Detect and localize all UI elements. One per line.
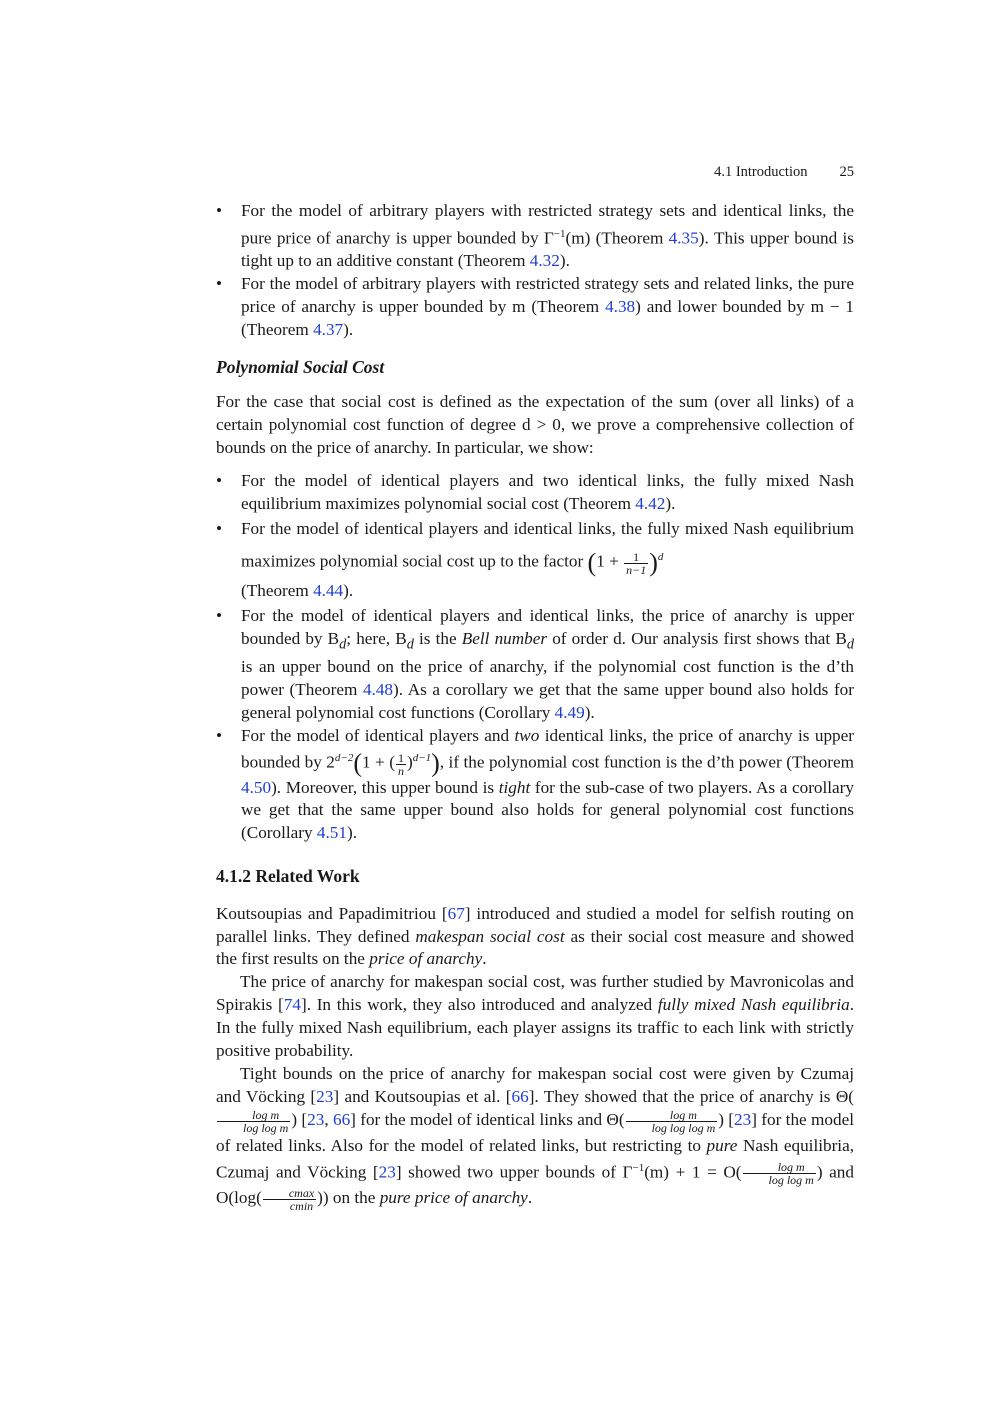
citation-link[interactable]: 67 [447,903,465,923]
corollary-link[interactable]: 4.51 [316,823,347,843]
theorem-link[interactable]: 4.50 [241,777,272,797]
bullet-list-top [216,200,854,342]
citation-link[interactable]: 66 [511,1087,529,1107]
page-number: 25 [839,164,854,180]
citation-link[interactable]: 66 [332,1110,351,1130]
subsection-title-related-work: 4.1.2 Related Work [216,865,360,886]
paragraph: The price of anarchy for makespan social cost, was further studied by Mavronicolas and Spirakis [74]. In this work, they also introduced and analyzed fully mixed Nash equilibria. In the fully mixed Nash equilibrium, each player assigns its traffic to each link with strictly positive probability. [216,972,854,1060]
list-item: • For the model of identical players and two identical links, the price of anarchy is upper bounded by $2^{d-2}(1$ + ( $\frac{1}{n}$ )$^{d-1}$), if the polynomial cost function is the d’th power (Theorem 4.50). Moreover, this upper bound is tight for the sub-case of two players. As a corollary we get that the same upper bound also holds for general polynomial cost functions (Corollary 4.51). [216,725,855,843]
list-item: • For the model of identical players and identical links, the price of anarchy is upper bounded by $B_d$; here, $B_d$ is the Bell number of order d. Our analysis first shows that $B_d$ is an upper bound on the price of anarchy, if the polynomial cost function is the d’th power (Theorem 4.48). As a corollary we get that the same upper bound also holds for general polynomial cost functions (Corollary 4.49). [216,606,854,722]
list-item: • For the model of arbitrary players with restricted strategy sets and related links, the pure price of anarchy is upper bounded by m (Theorem 4.38) and lower bounded by m − 1 (Theorem 4.37). [216,274,854,339]
paragraph: Tight bounds on the price of anarchy for makespan social cost were given by Czumaj and Vöcking [23] and Koutsoupias et al. [66]. They showed that the price of anarchy is Θ( $\frac{\text{log m}}{\text{log log m}}$ ) [23, 66] for the model of identical links and Θ( $\frac{\text{log m}}{\text{log log log m}}$ ) [23] for the model of related links. Also for the model of related links, but restricting to pure Nash equilibria, Czumaj and Vöcking [23] showed two upper bounds of $\Gamma^{-1}(m) + 1 = O$( $\frac{\text{log m}}{\text{log log m}}$ ) and O(log( $\frac{cmax}{cmin}$ )) on the pure price of anarchy. [216,1064,855,1213]
citation-link[interactable]: 23 [734,1110,752,1130]
header-section: 4.1 Introduction [714,164,808,180]
theorem-link[interactable]: 4.35 [668,228,699,248]
theorem-link[interactable]: 4.42 [635,493,666,513]
paragraph: Koutsoupias and Papadimitriou [67] introduced and studied a model for selfish routing on parallel links. They defined makespan social cost as their social cost measure and showed the first results on the price of anarchy. [216,903,854,969]
citation-link[interactable]: 23 [307,1110,325,1130]
citation-link[interactable]: 23 [316,1087,334,1107]
theorem-link[interactable]: 4.37 [313,319,344,339]
list-item: • For the model of arbitrary players with restricted strategy sets and identical links, the pure price of anarchy is upper bounded by $\Gamma^{-1}(m)$ (Theorem 4.35). This upper bound is tight up to an additive constant (Theorem 4.32). [216,201,854,271]
theorem-link[interactable]: 4.44 [313,581,344,601]
corollary-link[interactable]: 4.49 [554,702,585,722]
theorem-link[interactable]: 4.38 [605,296,636,316]
section-title-polynomial: Polynomial Social Cost [216,356,385,377]
citation-link[interactable]: 74 [283,994,301,1014]
page-body [216,160,854,1212]
theorem-link[interactable]: 4.32 [529,251,560,271]
theorem-link[interactable]: 4.48 [362,679,394,699]
bullet-list-poly [216,470,854,845]
list-item: • For the model of identical players and identical links, the fully mixed Nash equilibrium maximizes polynomial social cost up to the factor (1 + $\frac{1}{n-1}$ )$^d$ (Theorem 4.44). [216,519,854,601]
list-item: • For the model of identical players and two identical links, the fully mixed Nash equilibrium maximizes polynomial social cost (Theorem 4.42). [216,470,854,513]
paragraph: For the case that social cost is defined as the expectation of the sum (over all links) of a certain polynomial cost function of degree d > 0, we prove a comprehensive collection of bounds on the price of anarchy. In particular, we show: [216,392,854,457]
citation-link[interactable]: 23 [378,1162,396,1182]
